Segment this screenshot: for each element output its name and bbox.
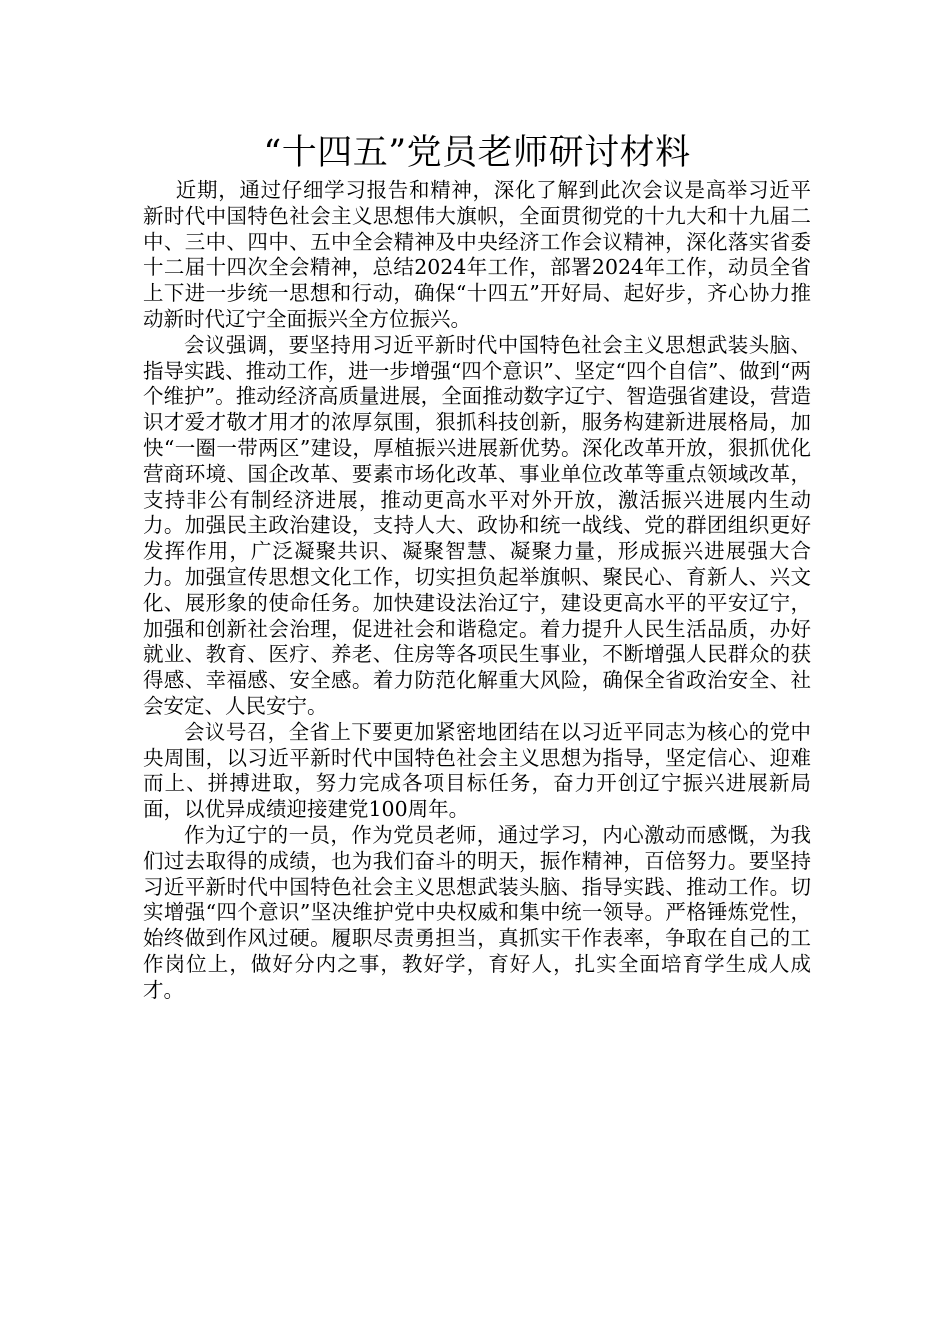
document-body xyxy=(143,130,811,1004)
paragraph-4: 作为辽宁的一员，作为党员老师，通过学习，内心激动而感慨，为我们过去取得的成绩，也为我们奋斗的明天，振作精神，百倍努力。要坚持习近平新时代中国特色社会主义思想武装头脑、指导实践、推动工作。切实增强“四个意识”坚决维护党中央权威和集中统一领导。严格锤炼党性，始终做到作风过硬。履职尽责勇担当，真抓实干作表率，争取在自己的工作岗位上，做好分内之事，教好学，育好人，扎实全面培育学生成人成才。 xyxy=(143,822,811,1002)
document-title: “十四五”党员老师研讨材料 xyxy=(263,133,691,173)
paragraph-2: 会议强调，要坚持用习近平新时代中国特色社会主义思想武装头脑、指导实践、推动工作，进一步增强“四个意识”、坚定“四个自信”、做到“两个维护”。推动经济高质量进展，全面推动数字辽宁、智造强省建设，营造识才爱才敬才用才的浓厚氛围，狠抓科技创新，服务构建新进展格局，加快“一圈一带两区”建设，厚植振兴进展新优势。深化改革开放，狠抓优化营商环境、国企改革、要素市场化改革、事业单位改革等重点领域改革，支持非公有制经济进展，推动更高水平对外开放，激活振兴进展内生动力。加强民主政治建设，支持人大、政协和统一战线、党的群团组织更好发挥作用，广泛凝聚共识、凝聚智慧、凝聚力量，形成振兴进展强大合力。加强宣传思想文化工作，切实担负起举旗帜、聚民心、育新人、兴文化、展形象的使命任务。加快建设法治辽宁，建设更高水平的平安辽宁，加强和创新社会治理，促进社会和谐稳定。着力提升人民生活品质，办好就业、教育、医疗、养老、住房等各项民生事业，不断增强人民群众的获得感、幸福感、安全感。着力防范化解重大风险，确保全省政治安全、社会安定、人民安宁。 xyxy=(143,332,811,718)
paragraph-3: 会议号召，全省上下要更加紧密地团结在以习近平同志为核心的党中央周围，以习近平新时代中国特色社会主义思想为指导，坚定信心、迎难而上、拼搏进取，努力完成各项目标任务，奋力开创辽宁振兴进展新局面，以优异成绩迎接建党100周年。 xyxy=(143,719,811,822)
paragraph-1: 近期，通过仔细学习报告和精神，深化了解到此次会议是高举习近平新时代中国特色社会主义思想伟大旗帜，全面贯彻党的十九大和十九届二中、三中、四中、五中全会精神及中央经济工作会议精神，深化落实省委十二届十四次全会精神，总结2024年工作，部署2024年工作，动员全省上下进一步统一思想和行动，确保“十四五”开好局、起好步，齐心协力推动新时代辽宁全面振兴全方位振兴。 xyxy=(143,178,811,331)
